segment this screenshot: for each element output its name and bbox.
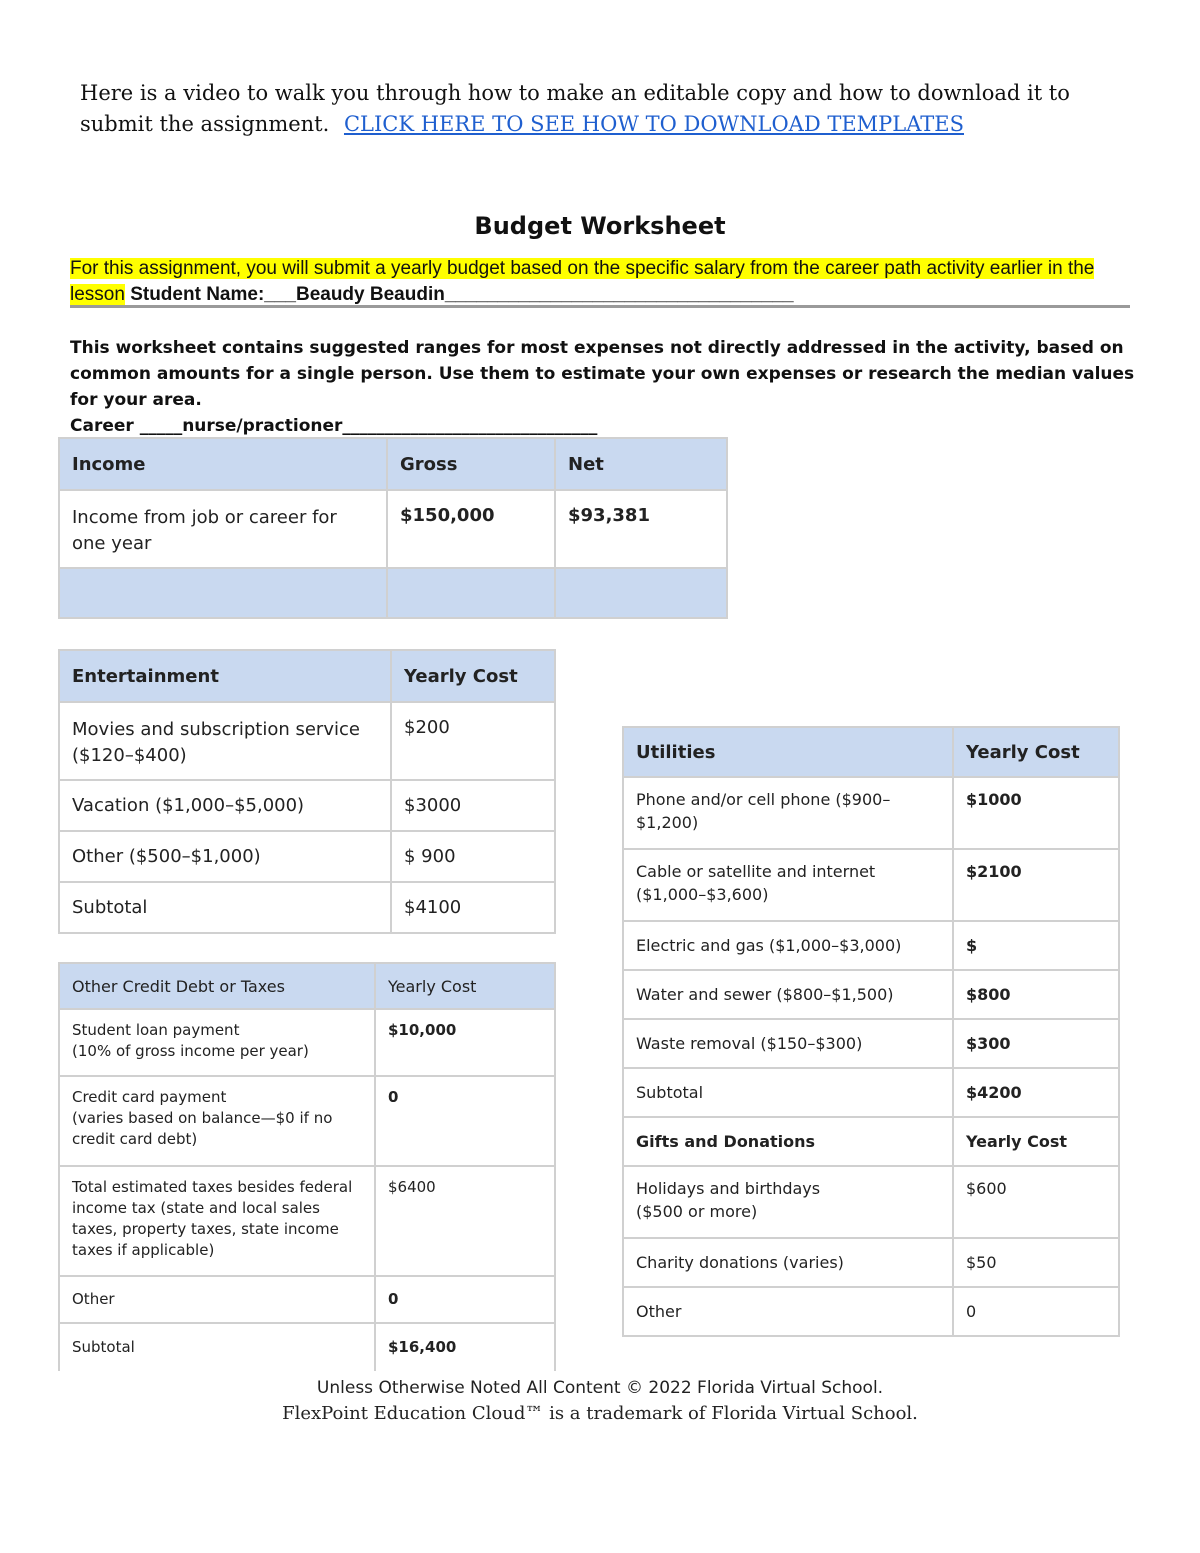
net-value[interactable]: $93,381 — [555, 490, 727, 568]
worksheet-note — [70, 335, 1140, 439]
utility-cost[interactable]: $1000 — [953, 777, 1119, 849]
utility-item: Waste removal ($150–$300) — [623, 1019, 953, 1068]
entertainment-subtotal-value[interactable]: $4100 — [391, 882, 555, 933]
holidays-note: ($500 or more) — [636, 1202, 758, 1221]
entertainment-subtotal-label: Subtotal — [59, 882, 391, 933]
net-header: Net — [555, 438, 727, 490]
income-header: Income — [59, 438, 387, 490]
page-title: Budget Worksheet — [474, 212, 726, 240]
trademark-line: FlexPoint Education Cloud™ is a trademark of Florida Virtual School. — [282, 1403, 918, 1424]
utility-item: Electric and gas ($1,000–$3,000) — [623, 921, 953, 970]
entertainment-cost[interactable]: $ 900 — [391, 831, 555, 882]
gift-item: Charity donations (varies) — [623, 1238, 953, 1287]
income-table — [58, 437, 728, 619]
student-loan-note: (10% of gross income per year) — [72, 1042, 309, 1060]
utility-cost[interactable]: $ — [953, 921, 1119, 970]
gift-item — [623, 1166, 953, 1238]
gift-item: Other — [623, 1287, 953, 1336]
intro-paragraph — [80, 78, 1140, 140]
debt-item — [59, 1076, 375, 1166]
entertainment-item: Vacation ($1,000–$5,000) — [59, 780, 391, 831]
student-loan-label: Student loan payment — [72, 1021, 240, 1039]
utilities-gifts-table — [622, 726, 1120, 1337]
debt-item: Other — [59, 1276, 375, 1323]
yearly-cost-header: Yearly Cost — [375, 963, 555, 1009]
utilities-subtotal-value[interactable]: $4200 — [953, 1068, 1119, 1117]
utility-item: Cable or satellite and internet ($1,000–$3,600) — [623, 849, 953, 921]
debt-header: Other Credit Debt or Taxes — [59, 963, 375, 1009]
debt-item: Total estimated taxes besides federal income tax (state and local sales taxes, property taxes, state income taxes if applicable) — [59, 1166, 375, 1276]
gift-cost[interactable]: $600 — [953, 1166, 1119, 1238]
entertainment-table — [58, 649, 556, 934]
income-label: Income from job or career for one year — [59, 490, 387, 568]
download-templates-link[interactable]: CLICK HERE TO SEE HOW TO DOWNLOAD TEMPLATES — [343, 112, 964, 136]
income-blank-cell[interactable] — [555, 568, 727, 618]
utilities-subtotal-label: Subtotal — [623, 1068, 953, 1117]
gross-header: Gross — [387, 438, 555, 490]
footer — [0, 1376, 1200, 1428]
divider — [70, 305, 1130, 308]
entertainment-cost[interactable]: $200 — [391, 702, 555, 780]
yearly-cost-header: Yearly Cost — [391, 650, 555, 702]
intro-text: Here is a video to walk you through how to make an editable copy and how to download it to submit the assignment. — [80, 81, 1070, 136]
debt-taxes-table — [58, 962, 556, 1371]
credit-card-label: Credit card payment — [72, 1088, 227, 1106]
note-text: This worksheet contains suggested ranges for most expenses not directly addressed in the activity, based on common amounts for a single person. Use them to estimate your own expenses or research the median values for your area. — [70, 338, 1135, 410]
utility-item: Water and sewer ($800–$1,500) — [623, 970, 953, 1019]
debt-cost[interactable]: $6400 — [375, 1166, 555, 1276]
entertainment-header: Entertainment — [59, 650, 391, 702]
yearly-cost-header: Yearly Cost — [953, 1117, 1119, 1166]
debt-item — [59, 1009, 375, 1076]
holidays-label: Holidays and birthdays — [636, 1179, 821, 1198]
copyright-line: Unless Otherwise Noted All Content © 2022 Florida Virtual School. — [316, 1378, 884, 1398]
gross-value[interactable]: $150,000 — [387, 490, 555, 568]
entertainment-item: Movies and subscription service ($120–$400) — [59, 702, 391, 780]
debt-cost[interactable]: $10,000 — [375, 1009, 555, 1076]
debt-subtotal-value[interactable]: $16,400 — [375, 1323, 555, 1371]
entertainment-cost[interactable]: $3000 — [391, 780, 555, 831]
utility-cost[interactable]: $2100 — [953, 849, 1119, 921]
assignment-instructions — [70, 256, 1130, 308]
utility-item: Phone and/or cell phone ($900–$1,200) — [623, 777, 953, 849]
credit-card-note: (varies based on balance—$0 if no credit card debt) — [72, 1109, 333, 1148]
utilities-header: Utilities — [623, 727, 953, 777]
debt-cost[interactable]: 0 — [375, 1276, 555, 1323]
yearly-cost-header: Yearly Cost — [953, 727, 1119, 777]
career-field[interactable]: Career _____nurse/practioner______________________________ — [70, 416, 598, 436]
utility-cost[interactable]: $300 — [953, 1019, 1119, 1068]
income-blank-cell[interactable] — [387, 568, 555, 618]
gift-cost[interactable]: $50 — [953, 1238, 1119, 1287]
gift-cost[interactable]: 0 — [953, 1287, 1119, 1336]
income-blank-cell[interactable] — [59, 568, 387, 618]
gifts-header: Gifts and Donations — [623, 1117, 953, 1166]
utility-cost[interactable]: $800 — [953, 970, 1119, 1019]
student-name-field[interactable]: Student Name:___Beaudy Beaudin_________________________________ — [130, 284, 794, 305]
debt-cost[interactable]: 0 — [375, 1076, 555, 1166]
debt-subtotal-label: Subtotal — [59, 1323, 375, 1371]
entertainment-item: Other ($500–$1,000) — [59, 831, 391, 882]
assignment-highlight: For this assignment, you will submit a yearly budget based on the specific salary from the career path activity earlier in the lesson — [70, 258, 1095, 305]
